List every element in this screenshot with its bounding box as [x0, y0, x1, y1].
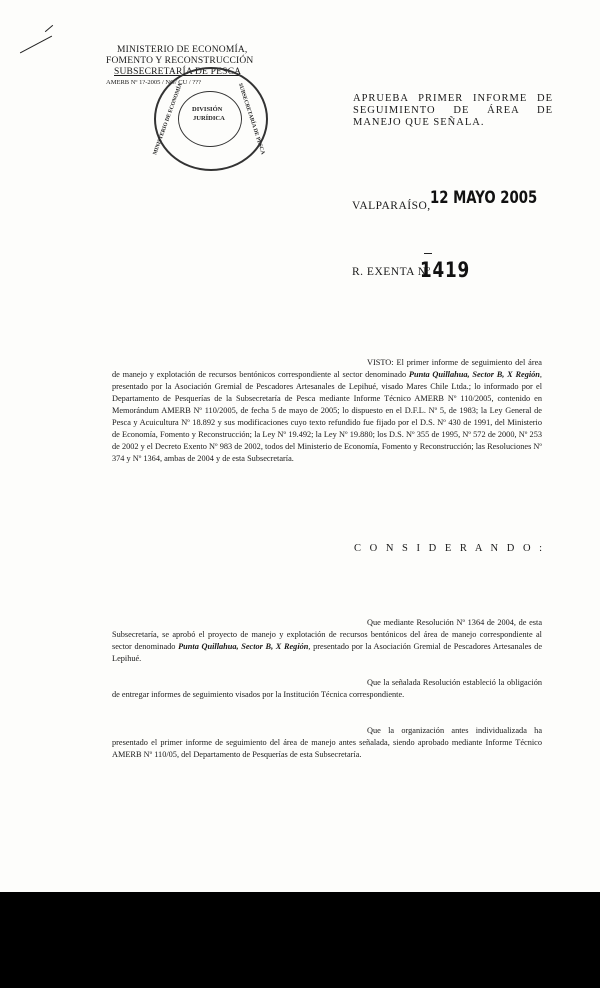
pen-stroke	[45, 25, 53, 32]
seal-juridica-label: JURÍDICA	[193, 115, 225, 122]
visto-lead: VISTO:	[367, 358, 394, 367]
visto-text: El primer informe de seguimiento del área de manejo y explotación de recursos bentónicos correspondiente al sector denominado	[112, 358, 542, 379]
considerando-paragraph-2	[112, 677, 542, 701]
considerando-p2-text: Que la señalada Resolución estableció la obligación de entregar informes de seguimiento visados por la Institución Técnica correspondiente.	[112, 678, 542, 699]
stamp-mark	[424, 253, 432, 254]
considerando-p1-text-continued: , presentado por la Asociación Gremial de Pescadores Artesanales de Lepihué.	[112, 642, 543, 663]
considerando-p3-text: Que la organización antes individualizada ha presentado el primer informe de seguimiento del área de manejo antes señalada, siendo aprobado mediante Informe Técnico AMERB Nº 110/05, del Departamento de Pesquerías de esta Subsecretaría.	[112, 726, 542, 759]
pen-stroke	[20, 36, 52, 54]
visto-paragraph	[112, 357, 542, 465]
considerando-p1-sector-name: Punta Quillahua, Sector B, X Región	[178, 642, 309, 651]
letterhead-ministry: MINISTERIO DE ECONOMÍA,	[117, 45, 248, 55]
reference-code: AMERB Nº 1?-2005 / NG/ CU / ???	[106, 79, 201, 86]
date-stamp: 12 MAYO 2005	[430, 188, 538, 208]
considerando-paragraph-3	[112, 725, 542, 761]
seal-ring-left-text: MINISTERIO DE ECONOMÍA	[152, 82, 184, 156]
resolution-subject: APRUEBA PRIMER INFORME DE SEGUIMIENTO DE ÁREA DE MANEJO QUE SEÑALA.	[353, 93, 553, 128]
letterhead-subsecretaria: SUBSECRETARÍA DE PESCA	[114, 67, 242, 77]
resolution-label: R. EXENTA Nº	[352, 266, 431, 278]
visto-sector-name: Punta Quillahua, Sector B, X Región	[408, 370, 540, 379]
considerando-paragraph-1	[112, 617, 542, 665]
considerando-heading: C O N S I D E R A N D O :	[354, 543, 546, 554]
seal-division-label: DIVISIÓN	[192, 106, 223, 113]
place-label: VALPARAÍSO,	[352, 200, 431, 212]
visto-text-continued: , presentado por la Asociación Gremial de Pescadores Artesanales de Lepihué, visado Mares Chile Ltda.; lo informado por el Departamento de Pesquerías de la Subsecretaría de Pesca mediante Informe Técnico AMERB Nº 110/2005, contenido en Memorándum AMERB Nº 110/2005, de fecha 5 de mayo de 2005; lo dispuesto en el D.F.L. Nº 5, de 1983; la Ley General de Pesca y Acuicultura Nº 18.892 y sus modificaciones cuyo texto refundido fue fijado por el D.S. Nº 430 de 1991, del Ministerio de Economía, Fomento y Reconstrucción; la Ley Nº 19.492; la Ley Nº 19.880; los D.S. Nº 355 de 1995, Nº 572 de 2000, Nº 253 de 2002 y el Decreto Exento Nº 983 de 2002, todos del Ministerio de Economía, Fomento y Reconstrucción; las Resoluciones Nº 374 y Nº 1364, ambas de 2004 y de esta Subsecretaría.	[112, 370, 542, 463]
considerando-p1-text: Que mediante Resolución Nº 1364 de 2004, de esta Subsecretaría, se aprobó el proyecto de manejo y explotación de recursos bentónicos del área de manejo correspondiente al sector denominado	[112, 618, 542, 651]
letterhead-ministry-line2: FOMENTO Y RECONSTRUCCIÓN	[106, 56, 254, 66]
resolution-number-stamp: 1419	[420, 258, 470, 282]
seal-ring-right-text: SUBSECRETARÍA DE PESCA	[236, 82, 266, 156]
division-juridica-seal	[154, 67, 268, 171]
